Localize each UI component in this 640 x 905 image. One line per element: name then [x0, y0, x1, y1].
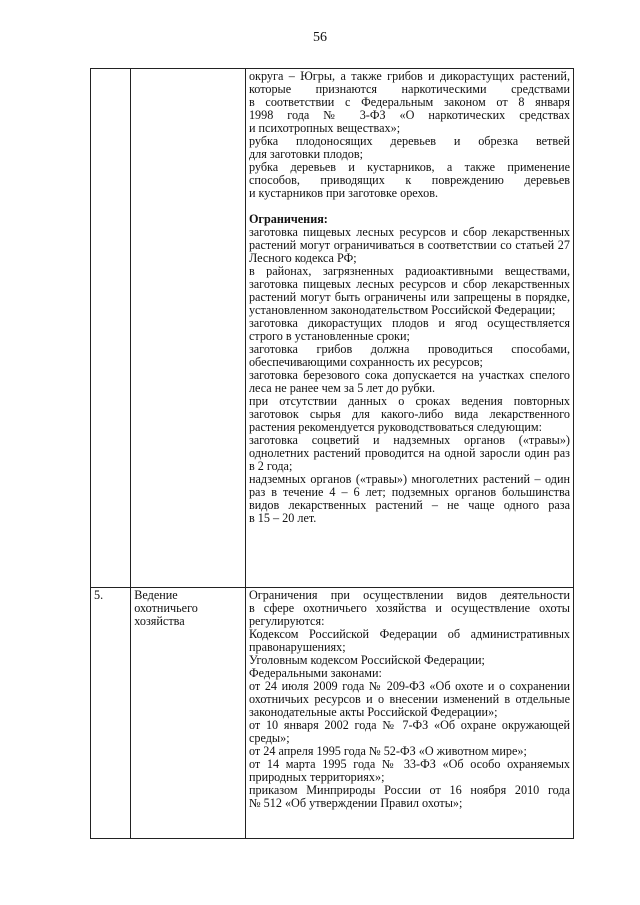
text-line: Федеральными законами:: [248, 666, 382, 680]
text-line: установленном законодательством Российской Федерации;: [248, 303, 556, 317]
text-line: растений могут ограничиваться в соответствии со статьей 27: [248, 238, 570, 252]
text-line: рубка деревьев и кустарников, а также применение: [248, 160, 570, 174]
text-line: охотничьих ресурсов и о внесении изменений в отдельные: [248, 692, 570, 706]
text-line: надземных органов («травы») многолетних растений – один: [248, 472, 570, 486]
section-heading: Ограничения:: [248, 212, 328, 226]
row-number-cell: [91, 69, 131, 588]
text-line: видов лекарственных растений – не чаще одного раза: [248, 498, 570, 512]
text-line: растения рекомендуется руководствоваться следующим:: [248, 420, 543, 434]
activity-name-cell: Ведение охотничьего хозяйства: [131, 588, 246, 839]
text-line: заготовка пищевых лесных ресурсов и сбор лекарственных: [248, 225, 570, 239]
text-line: от 24 апреля 1995 года № 52-ФЗ «О животном мире»;: [248, 744, 527, 758]
text-line: строго в установленные сроки;: [248, 329, 410, 343]
text-line: при отсутствии данных о сроках ведения повторных: [248, 394, 570, 408]
table-body: [91, 69, 574, 839]
text-line: от 24 июля 2009 года № 209-ФЗ «Об охоте и о сохранении: [248, 679, 570, 693]
text-line: в соответствии с Федеральным законом от 8 января: [248, 95, 570, 109]
text-line: и психотропных веществах»;: [248, 121, 401, 135]
text-line: приказом Минприроды России от 16 ноября 2010 года: [248, 783, 570, 797]
page-number: 56: [313, 30, 327, 45]
text-line: регулируются:: [248, 614, 325, 628]
text-line: Лесного кодекса РФ;: [248, 251, 357, 265]
regulations-table: [90, 68, 574, 839]
text-line: природных территориях»;: [248, 770, 385, 784]
text-line: рубка плодоносящих деревьев и обрезка ветвей: [248, 134, 570, 148]
row-number-cell: 5.: [91, 588, 131, 839]
text-line: в 15 – 20 лет.: [248, 511, 317, 525]
restrictions-text-cell: [245, 588, 573, 839]
text-line: которые признаются наркотическими средствами: [248, 82, 570, 96]
text-line: в 2 года;: [248, 459, 293, 473]
text-line: леса не ранее чем за 5 лет до рубки.: [248, 381, 436, 395]
activity-name-cell: [131, 69, 246, 588]
text-line: от 14 марта 1995 года № 33-ФЗ «Об особо охраняемых: [248, 757, 570, 771]
restrictions-text-cell: [245, 69, 573, 588]
table-row: [91, 69, 574, 588]
text-line: заготовка березового сока допускается на участках спелого: [248, 368, 570, 382]
text-line: 1998 года № 3-ФЗ «О наркотических средствах: [248, 108, 570, 122]
text-line: заготовка грибов должна проводиться способами,: [248, 342, 570, 356]
text-line: Ограничения при осуществлении видов деятельности: [248, 588, 570, 602]
text-line: № 512 «Об утверждении Правил охоты»;: [248, 796, 463, 810]
text-line: Кодексом Российской Федерации об административных: [248, 627, 570, 641]
text-line: заготовка пищевых лесных ресурсов и сбор лекарственных: [248, 277, 570, 291]
text-line: округа – Югры, а также грибов и дикорастущих растений,: [248, 69, 570, 83]
text-line: однолетних растений проводится на одной заросли один раз: [248, 446, 570, 460]
text-line: раз в течение 4 – 6 лет; подземных органов большинства: [248, 485, 570, 499]
text-line: правонарушениях;: [248, 640, 346, 654]
text-line: законодательные акты Российской Федерации»;: [248, 705, 498, 719]
text-line: заготовка соцветий и надземных органов («травы»): [248, 433, 570, 447]
text-line: обеспечивающими сохранность их ресурсов;: [248, 355, 483, 369]
text-line: в сфере охотничьего хозяйства и осуществление охоты: [248, 601, 570, 615]
text-line: и кустарников при заготовке орехов.: [248, 186, 439, 200]
text-line: заготовка дикорастущих плодов и ягод осуществляется: [248, 316, 570, 330]
text-line: среды»;: [248, 731, 290, 745]
table-row: [91, 588, 574, 839]
text-line: способов, приводящих к повреждению деревьев: [248, 173, 570, 187]
text-line: Уголовным кодексом Российской Федерации;: [248, 653, 485, 667]
text-line: от 10 января 2002 года № 7-ФЗ «Об охране окружающей: [248, 718, 570, 732]
text-line: для заготовки плодов;: [248, 147, 364, 161]
text-line: в районах, загрязненных радиоактивными веществами,: [248, 264, 570, 278]
text-line: растений могут быть ограничены или запрещены в порядке,: [248, 290, 570, 304]
text-line: заготовок сырья для какого-либо вида лекарственного: [248, 407, 570, 421]
